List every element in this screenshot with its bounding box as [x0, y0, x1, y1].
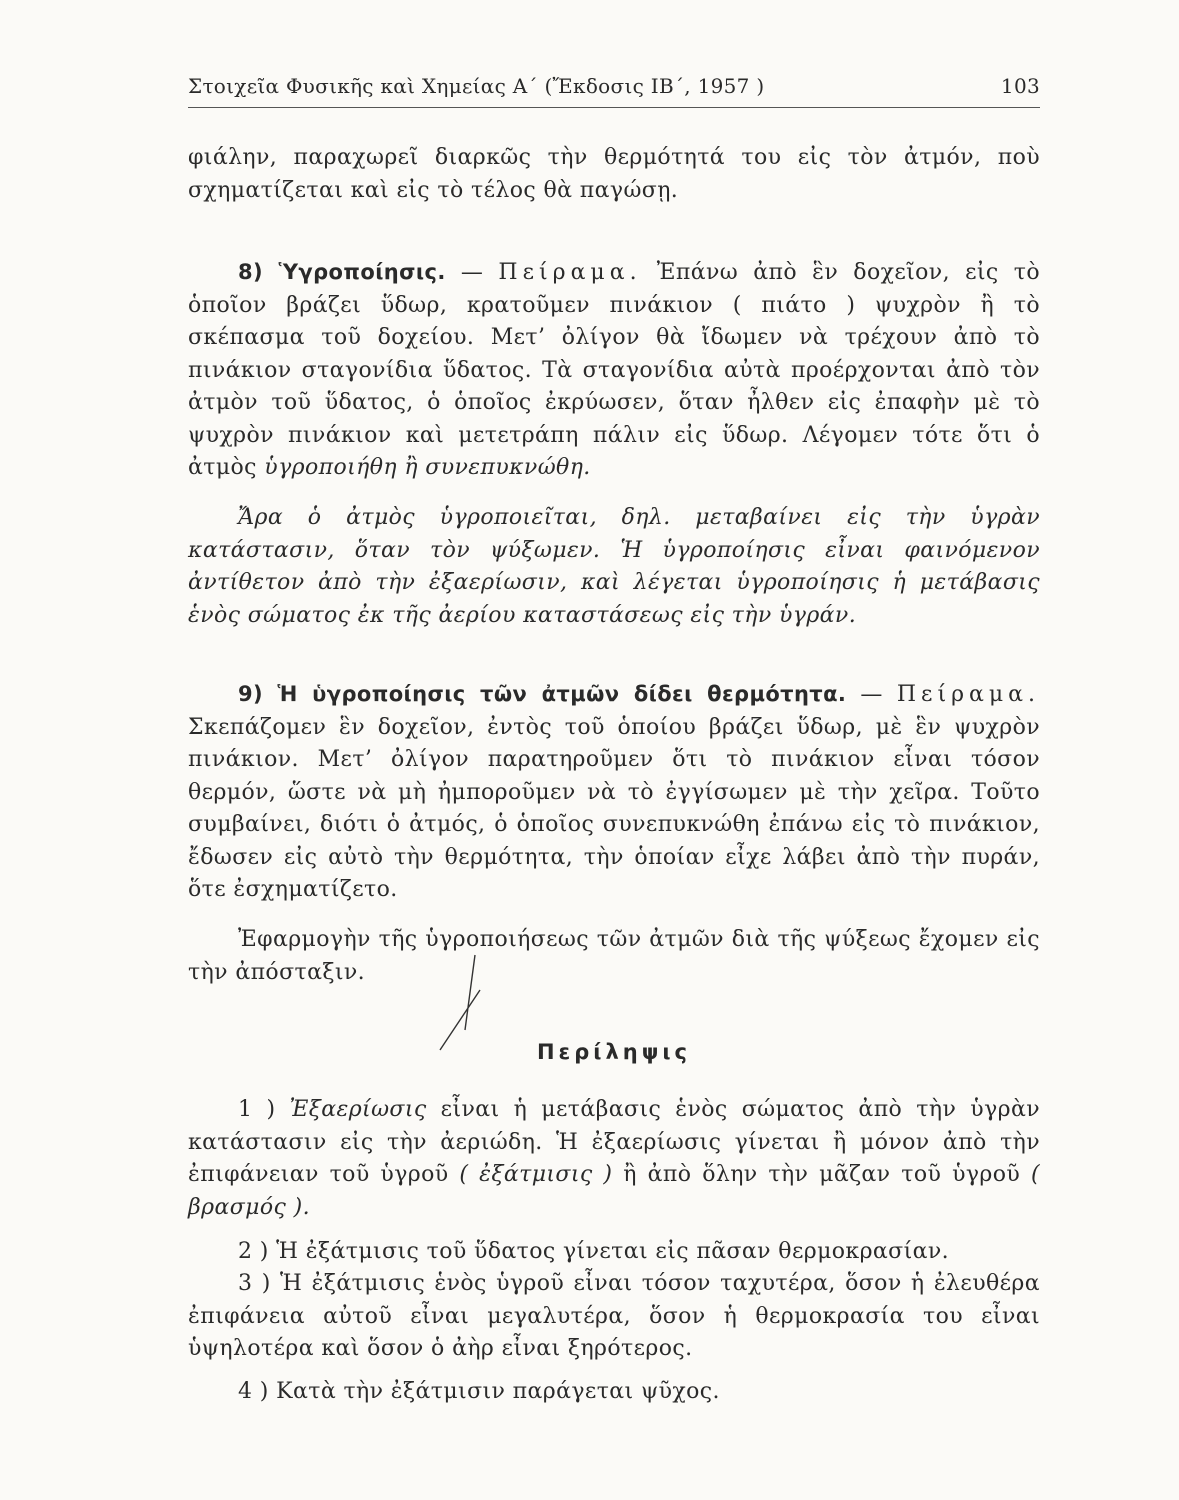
section-8-paragraph: [188, 256, 1040, 485]
section-9-body: Σκεπάζομεν ἓν δοχεῖον, ἐντὸς τοῦ ὁποίου βράζει ὕδωρ, μὲ ἓν ψυχρὸν πινάκιον. Μετ’ ὀλίγον παρατηροῦμεν ὅτι τὸ πινάκιον εἶναι τόσον θερμόν, ὥστε νὰ μὴ ἠμποροῦμεν νὰ τὸ ἐγγίσωμεν μὲ τὴν χεῖρα. Τοῦτο συμβαίνει, διότι ὁ ἀτμός, ὁ ὁποῖος συνεπυκνώθη ἐπάνω εἰς τὸ πινάκιον, ἔδωσεν εἰς αὐτὸ τὴν θερμότητα, τὴν ὁποίαν εἶχε λάβει ἀπὸ τὴν πυράν, ὅτε ἐσχηματίζετο.: [188, 714, 1040, 902]
item-text: 4 ) Κατὰ τὴν ἐξάτμισιν παράγεται ψῦχος.: [238, 1379, 720, 1404]
section-9-paragraph: [188, 678, 1040, 907]
application-text: Ἐφαρμογὴν τῆς ὑγροποιήσεως τῶν ἀτμῶν διὰ τῆς ψύξεως ἔχομεν εἰς τὴν ἀπόσταξιν.: [188, 927, 1040, 985]
item-text: εἶναι ἡ μετάβασις ἑνὸς σώματος ἀπὸ τὴν ὑγρὰν κατάστασιν εἰς τὴν ἀεριώδη. Ἡ ἐξαερίωσις γίνεται ἢ μόνον ἀπὸ τὴν ἐπιφάνειαν τοῦ ὑγροῦ: [188, 1097, 1040, 1187]
section-9-heading: 9) Ἡ ὑγροποίησις τῶν ἀτμῶν δίδει θερμότητα.: [238, 682, 847, 706]
summary-title: Περίληψις: [536, 1040, 692, 1064]
definition-text: Ἄρα ὁ ἀτμὸς ὑγροποιεῖται, δηλ. μεταβαίνει εἰς τὴν ὑγρὰν κατάστασιν, ὅταν τὸν ψύξωμεν. Ἡ ὑγροποίησις εἶναι φαινόμενον ἀντίθετον ἀπὸ τὴν ἐξαερίωσιν, καὶ λέγεται ὑγροποίησις ἡ μετάβασις ἑνὸς σώματος ἐκ τῆς ἀερίου καταστάσεως εἰς τὴν ὑγράν.: [188, 505, 1040, 628]
paragraph-text: φιάλην, παραχωρεῖ διαρκῶς τὴν θερμότητά του εἰς τὸν ἀτμόν, ποὺ σχηματίζεται καὶ εἰς τὸ τέλος θὰ παγώσῃ.: [188, 145, 1040, 203]
summary-item-3: [188, 1268, 1040, 1366]
running-header: [188, 74, 1040, 98]
section-8-italic: ὑγροποιήθη ἢ συνεπυκνώθη.: [264, 455, 591, 480]
item-text: ἢ ἀπὸ ὅλην τὴν μᾶζαν τοῦ ὑγροῦ: [612, 1162, 1031, 1187]
summary-item-4: [188, 1376, 1040, 1409]
pencil-mark: [420, 950, 500, 1060]
item-number: 1 ): [238, 1097, 290, 1122]
dash: —: [445, 260, 499, 285]
section-8-body: Ἐπάνω ἀπὸ ἓν δοχεῖον, εἰς τὸ ὁποῖον βράζει ὕδωρ, κρατοῦμεν πινάκιον ( πιάτο ) ψυχρὸν ἢ τὸ σκέπασμα τοῦ δοχείου. Μετ’ ὀλίγον θὰ ἴδωμεν νὰ τρέχουν ἀπὸ τὸ πινάκιον σταγονίδια ὕδατος. Τὰ σταγονίδια αὐτὰ προέρχονται ἀπὸ τὸν ἀτμὸν τοῦ ὕδατος, ὁ ὁποῖος ἐκρύωσεν, ὅταν ἦλθεν εἰς ἐπαφὴν μὲ τὸ ψυχρὸν πινάκιον καὶ μετετράπη πάλιν εἰς ὕδωρ. Λέγομεν τότε ὅτι ὁ ἀτμὸς: [188, 260, 1041, 480]
section-8-heading: 8) Ὑγροποίησις.: [238, 260, 446, 284]
paragraph-continuation: [188, 142, 1040, 207]
header-rule: [188, 107, 1040, 108]
section-8-definition: [188, 502, 1040, 632]
experiment-label: Πείραμα.: [498, 260, 642, 285]
experiment-label: Πείραμα.: [896, 682, 1041, 707]
term: ( βρασμός ).: [188, 1162, 1040, 1220]
item-text: 2 ) Ἡ ἐξάτμισις τοῦ ὕδατος γίνεται εἰς πᾶσαν θερμοκρασίαν.: [238, 1239, 950, 1264]
dash: —: [846, 682, 897, 707]
section-9-application: [188, 924, 1040, 989]
term: ( ἐξάτμισις ): [459, 1162, 613, 1187]
term: Ἐξαερίωσις: [289, 1097, 427, 1122]
summary-item-2: [188, 1236, 1040, 1269]
item-text: 3 ) Ἡ ἐξάτμισις ἑνὸς ὑγροῦ εἶναι τόσον ταχυτέρα, ὅσον ἡ ἐλευθέρα ἐπιφάνεια αὐτοῦ εἶναι μεγαλυτέρα, ὅσον ἡ θερμοκρασία του εἶναι ὑψηλοτέρα καὶ ὅσον ὁ ἀὴρ εἶναι ξηρότερος.: [188, 1271, 1040, 1361]
summary-item-1: [188, 1094, 1040, 1224]
header-title: Στοιχεῖα Φυσικῆς καὶ Χημείας Α΄ (Ἔκδοσις ΙΒ΄, 1957 ): [188, 74, 765, 98]
page-number: 103: [1000, 74, 1040, 98]
